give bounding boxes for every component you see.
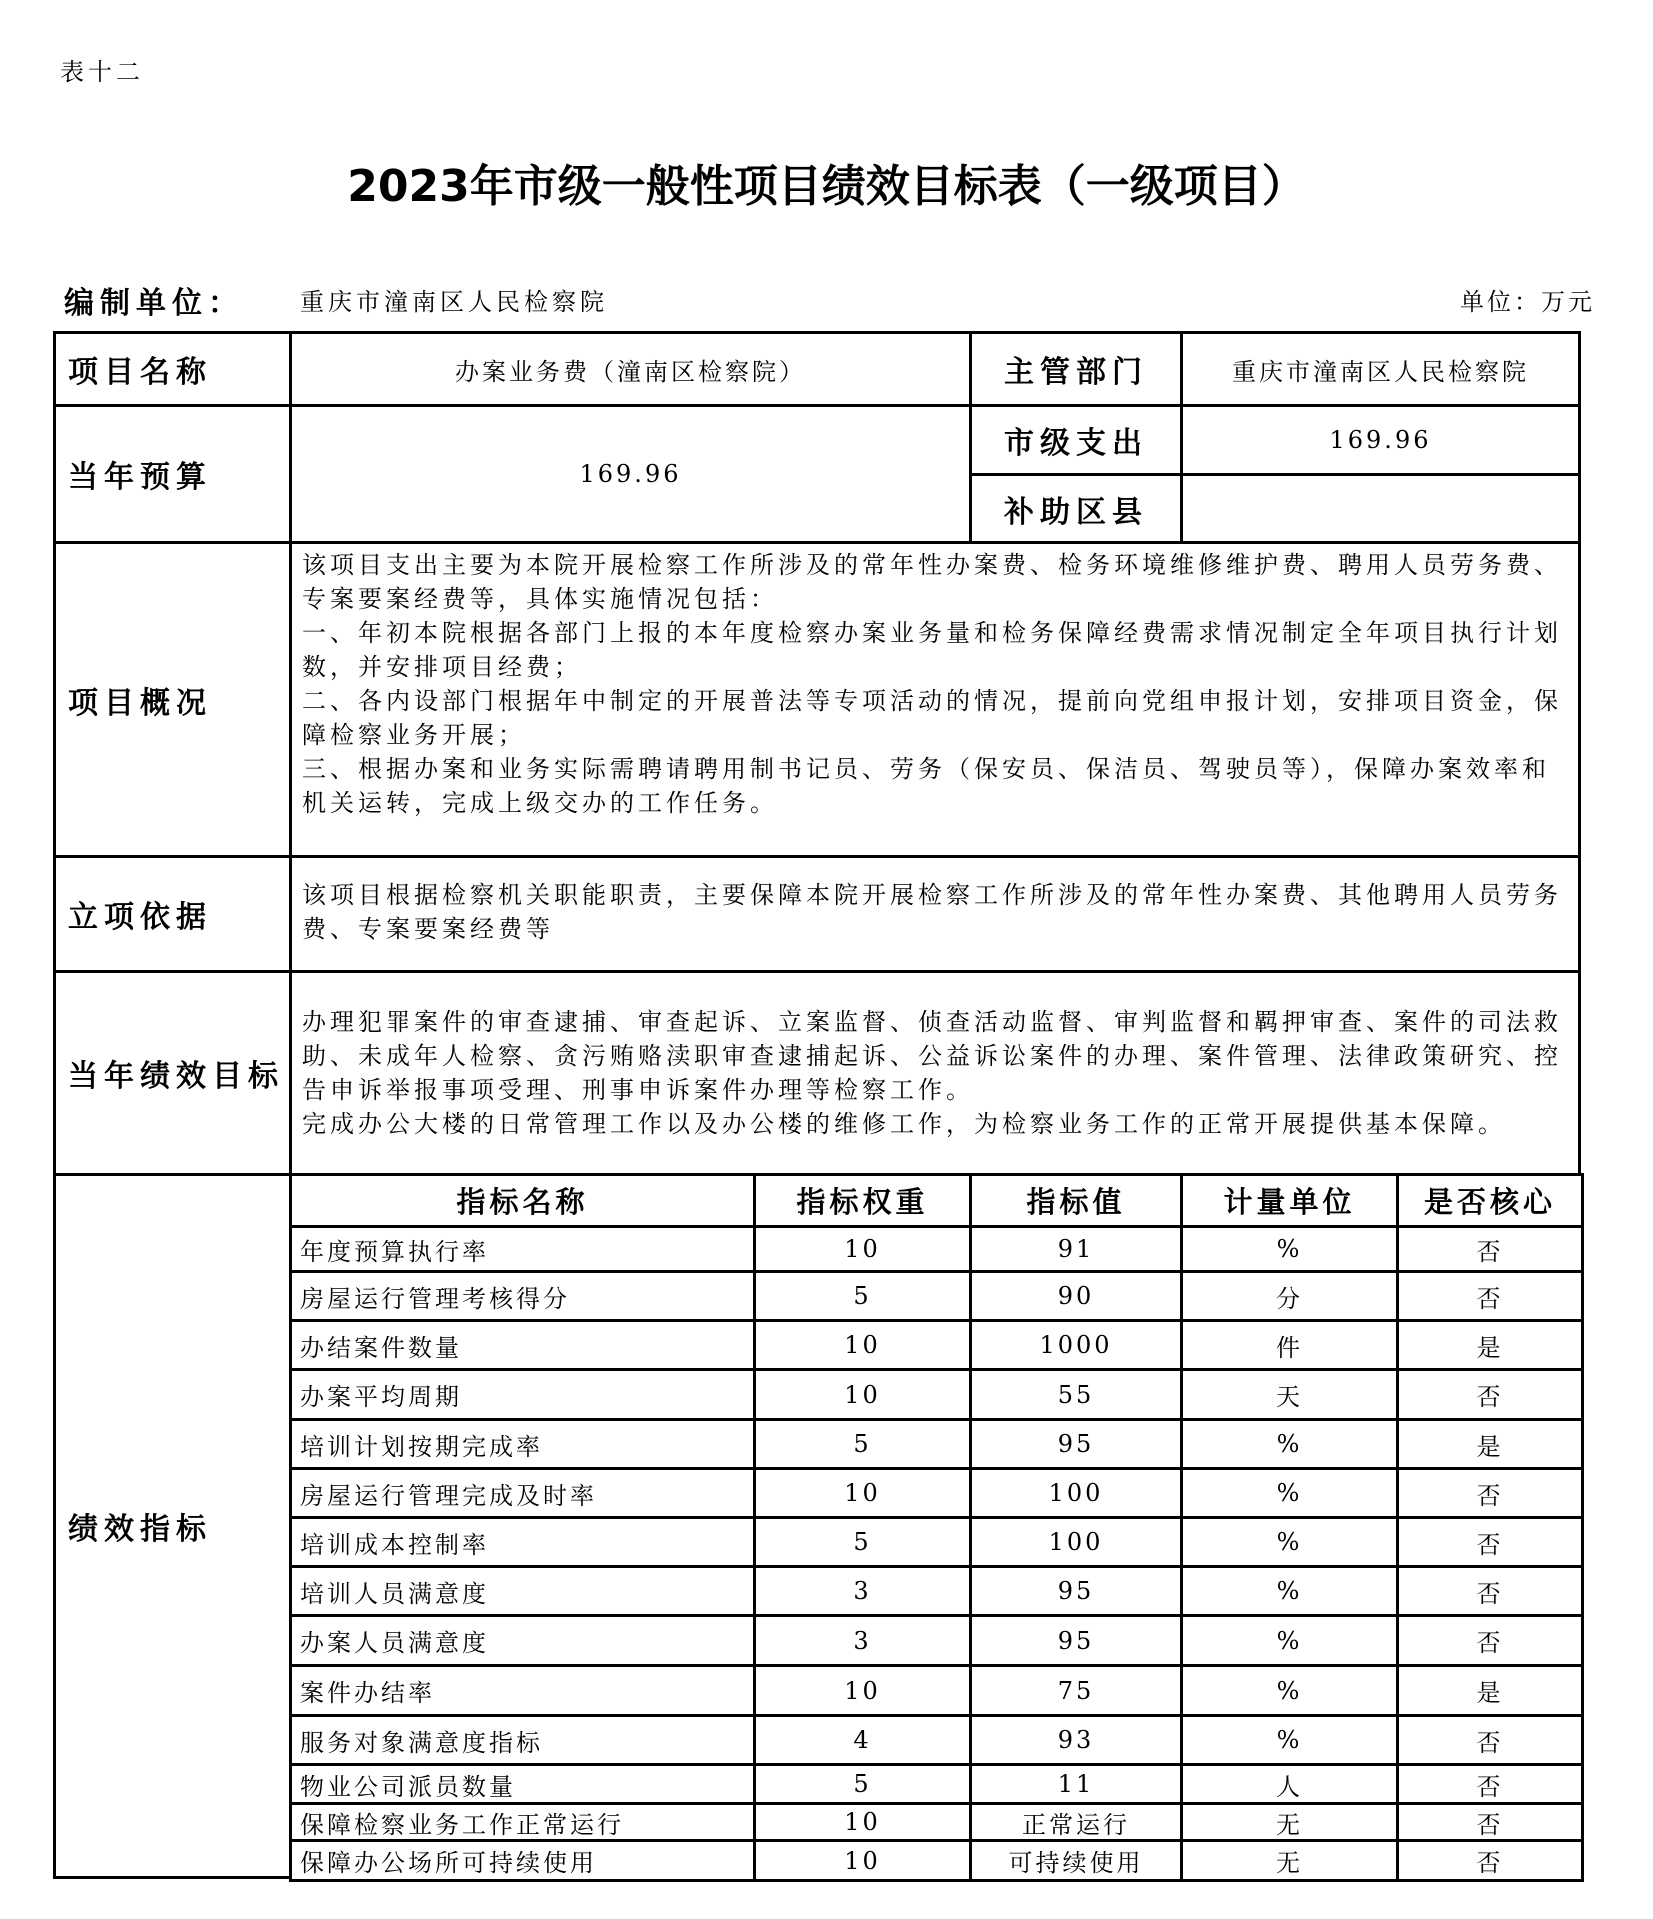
indicator-value: 95 [1057, 1577, 1095, 1605]
indicator-weight-cell [753, 1565, 972, 1617]
indicator-weight: 10 [844, 1479, 881, 1507]
indicator-name-cell [289, 1418, 756, 1470]
indicator-name-cell [289, 1714, 756, 1766]
indicator-name: 办案人员满意度 [300, 1629, 489, 1657]
indicator-name-cell [289, 1839, 756, 1882]
indicator-value-cell [969, 1664, 1183, 1717]
indicator-value-cell [969, 1763, 1183, 1805]
indicator-unit: % [1276, 1577, 1303, 1605]
overview-cell [289, 541, 1581, 858]
indicator-weight-cell [753, 1225, 972, 1273]
indicator-unit: % [1276, 1726, 1303, 1754]
project-name-label: 项目名称 [68, 355, 212, 390]
indicator-weight-cell [753, 1319, 972, 1371]
indicator-unit: 天 [1276, 1383, 1303, 1411]
budget-cell [289, 404, 972, 544]
indicator-value-cell [969, 1368, 1183, 1421]
indicator-unit-cell [1180, 1802, 1399, 1842]
indicator-core-cell [1396, 1614, 1584, 1667]
indicator-weight: 10 [844, 1676, 881, 1705]
basis-text: 该项目根据检察机关职能职责，主要保障本院开展检察工作所涉及的常年性办案费、其他聘用人员劳务费、专案要案经费等 [302, 881, 1562, 943]
goals-label-cell [53, 970, 292, 1176]
indicator-core: 否 [1476, 1481, 1504, 1510]
indicator-weight: 10 [844, 1846, 881, 1875]
indicator-unit-cell [1180, 1270, 1399, 1322]
city-spend-label: 市级支出 [1004, 426, 1148, 461]
indicator-weight-cell [753, 1664, 972, 1717]
indicator-weight-cell [753, 1802, 972, 1842]
indicator-name-cell [289, 1368, 756, 1421]
indicator-name-cell [289, 1565, 756, 1617]
indicator-unit-cell [1180, 1225, 1399, 1273]
indicator-core-cell [1396, 1664, 1584, 1717]
indicator-value: 100 [1048, 1528, 1104, 1556]
indicator-value: 75 [1057, 1676, 1095, 1705]
indicator-weight-cell [753, 1270, 972, 1322]
indicator-unit-cell [1180, 1614, 1399, 1667]
indicator-value-cell [969, 1225, 1183, 1273]
indicator-name: 年度预算执行率 [300, 1237, 489, 1266]
indicator-core: 是 [1476, 1333, 1504, 1362]
metrics-label-cell [53, 1173, 292, 1879]
indicator-core-cell [1396, 1714, 1584, 1766]
indicator-core-cell [1396, 1270, 1584, 1322]
indicator-core: 否 [1476, 1579, 1504, 1608]
indicator-core-cell [1396, 1418, 1584, 1470]
indicator-core-cell [1396, 1763, 1584, 1805]
indicator-weight: 5 [853, 1528, 872, 1556]
page-title: 2023年市级一般性项目绩效目标表（一级项目） [347, 161, 1306, 212]
indicator-name-cell [289, 1664, 756, 1717]
indicator-unit: % [1276, 1528, 1303, 1556]
indicator-core-cell [1396, 1368, 1584, 1421]
indicator-name: 办结案件数量 [300, 1333, 462, 1362]
column-header-indicator-value-cell [969, 1173, 1183, 1228]
indicator-name-cell [289, 1467, 756, 1519]
indicator-value-cell [969, 1614, 1183, 1667]
column-header-indicator-core-cell [1396, 1173, 1584, 1228]
budget-value: 169.96 [579, 460, 682, 488]
overview-line: 二、各内设部门根据年中制定的开展普法等专项活动的情况，提前向党组申报计划，安排项目资金，保障检察业务开展； [302, 687, 1562, 749]
indicator-value-cell [969, 1839, 1183, 1882]
dept-value: 重庆市潼南区人民检察院 [1232, 357, 1529, 386]
indicator-weight-cell [753, 1418, 972, 1470]
indicator-unit-cell [1180, 1763, 1399, 1805]
unit-label: 单位：万元 [1460, 288, 1595, 316]
overview-label: 项目概况 [68, 685, 212, 721]
indicator-unit-cell [1180, 1418, 1399, 1470]
indicator-core: 否 [1476, 1530, 1504, 1559]
city-spend-label-cell [969, 404, 1183, 476]
indicator-core-cell [1396, 1565, 1584, 1617]
indicator-value: 93 [1057, 1726, 1095, 1754]
indicator-weight-cell [753, 1467, 972, 1519]
indicator-value: 11 [1057, 1770, 1095, 1798]
indicator-weight: 10 [844, 1331, 881, 1359]
column-header-indicator-core: 是否核心 [1423, 1185, 1556, 1219]
indicator-core: 否 [1476, 1728, 1504, 1757]
indicator-unit: 件 [1276, 1333, 1303, 1362]
indicator-weight: 10 [844, 1808, 881, 1836]
indicator-core-cell [1396, 1516, 1584, 1568]
indicator-core: 是 [1476, 1679, 1504, 1707]
indicator-value-cell [969, 1802, 1183, 1842]
indicator-weight-cell [753, 1614, 972, 1667]
org-label: 编制单位： [64, 286, 244, 321]
indicator-core: 否 [1476, 1284, 1504, 1313]
indicator-core: 是 [1476, 1432, 1504, 1461]
indicator-unit: % [1276, 1626, 1303, 1655]
project-name-label-cell [53, 331, 292, 407]
indicator-unit-cell [1180, 1368, 1399, 1421]
indicator-unit: % [1276, 1479, 1303, 1507]
column-header-indicator-name: 指标名称 [456, 1185, 589, 1219]
indicator-core: 否 [1476, 1810, 1504, 1839]
indicator-name: 物业公司派员数量 [300, 1772, 516, 1801]
indicator-value: 100 [1048, 1479, 1104, 1507]
indicator-name: 房屋运行管理完成及时率 [300, 1481, 597, 1510]
indicator-unit: 无 [1276, 1849, 1303, 1877]
indicator-weight: 3 [853, 1626, 872, 1655]
indicator-name: 培训人员满意度 [300, 1579, 489, 1608]
org-value: 重庆市潼南区人民检察院 [300, 288, 608, 316]
indicator-unit: 人 [1276, 1772, 1303, 1801]
indicator-value: 55 [1057, 1380, 1095, 1409]
dept-cell [1180, 331, 1581, 407]
subsidy-label-cell [969, 473, 1183, 544]
overview-text [292, 548, 1578, 820]
indicator-name: 培训计划按期完成率 [300, 1432, 543, 1461]
indicator-core-cell [1396, 1839, 1584, 1882]
column-header-indicator-value: 指标值 [1026, 1185, 1126, 1219]
column-header-indicator-weight: 指标权重 [796, 1185, 929, 1219]
indicator-core-cell [1396, 1467, 1584, 1519]
indicator-weight: 10 [844, 1235, 881, 1263]
indicator-unit: % [1276, 1430, 1303, 1458]
indicator-unit: % [1276, 1235, 1303, 1263]
city-spend-value: 169.96 [1329, 426, 1432, 454]
indicator-unit: 无 [1276, 1810, 1303, 1839]
indicator-name-cell [289, 1225, 756, 1273]
indicator-weight-cell [753, 1714, 972, 1766]
indicator-unit-cell [1180, 1839, 1399, 1882]
city-spend-cell [1180, 404, 1581, 476]
overview-line: 一、年初本院根据各部门上报的本年度检察办案业务量和检务保障经费需求情况制定全年项目执行计划数，并安排项目经费； [302, 619, 1562, 681]
indicator-value-cell [969, 1270, 1183, 1322]
metrics-label: 绩效指标 [68, 1512, 212, 1547]
goals-line: 完成办公大楼的日常管理工作以及办公楼的维修工作，为检察业务工作的正常开展提供基本保障。 [302, 1110, 1506, 1138]
indicator-core-cell [1396, 1225, 1584, 1273]
indicator-name: 服务对象满意度指标 [300, 1728, 543, 1757]
indicator-value-cell [969, 1516, 1183, 1568]
indicator-core: 否 [1476, 1383, 1504, 1411]
table-number: 表十二 [60, 58, 144, 86]
overview-line: 该项目支出主要为本院开展检察工作所涉及的常年性办案费、检务环境维修维护费、聘用人员劳务费、专案要案经费等，具体实施情况包括： [302, 551, 1562, 613]
budget-label: 当年预算 [68, 460, 212, 495]
indicator-value: 95 [1057, 1626, 1095, 1655]
indicator-name: 房屋运行管理考核得分 [300, 1284, 570, 1313]
column-header-indicator-name-cell [289, 1173, 756, 1228]
column-header-indicator-weight-cell [753, 1173, 972, 1228]
overview-line: 三、根据办案和业务实际需聘请聘用制书记员、劳务（保安员、保洁员、驾驶员等），保障办案效率和机关运转，完成上级交办的工作任务。 [302, 755, 1550, 817]
indicator-core: 否 [1476, 1849, 1504, 1877]
indicator-name-cell [289, 1614, 756, 1667]
indicator-weight: 3 [853, 1577, 872, 1605]
indicator-core: 否 [1476, 1237, 1504, 1266]
indicator-unit-cell [1180, 1319, 1399, 1371]
indicator-name: 办案平均周期 [300, 1383, 462, 1411]
basis-label-cell [53, 855, 292, 973]
indicator-unit-cell [1180, 1664, 1399, 1717]
goals-cell [289, 970, 1581, 1176]
dept-label: 主管部门 [1004, 355, 1148, 390]
project-name-cell [289, 331, 972, 407]
indicator-value-cell [969, 1418, 1183, 1470]
indicator-name-cell [289, 1270, 756, 1322]
indicator-name-cell [289, 1516, 756, 1568]
indicator-weight-cell [753, 1516, 972, 1568]
indicator-value: 可持续使用 [1008, 1849, 1144, 1877]
indicator-name-cell [289, 1802, 756, 1842]
indicator-value: 正常运行 [1022, 1810, 1130, 1839]
indicator-weight: 5 [853, 1770, 872, 1798]
indicator-name-cell [289, 1319, 756, 1371]
indicator-core: 否 [1476, 1629, 1504, 1657]
budget-label-cell [53, 404, 292, 544]
indicator-unit: % [1276, 1676, 1303, 1705]
indicator-unit: 分 [1276, 1284, 1303, 1313]
indicator-unit-cell [1180, 1516, 1399, 1568]
indicator-value-cell [969, 1565, 1183, 1617]
indicator-name: 培训成本控制率 [300, 1530, 489, 1559]
indicator-unit-cell [1180, 1467, 1399, 1519]
indicator-value: 91 [1057, 1235, 1095, 1263]
indicator-core: 否 [1476, 1772, 1504, 1801]
indicator-value-cell [969, 1319, 1183, 1371]
column-header-indicator-unit: 计量单位 [1223, 1185, 1356, 1219]
basis-cell [289, 855, 1581, 973]
indicator-unit-cell [1180, 1565, 1399, 1617]
indicator-core-cell [1396, 1802, 1584, 1842]
dept-label-cell [969, 331, 1183, 407]
indicator-value-cell [969, 1467, 1183, 1519]
indicator-unit-cell [1180, 1714, 1399, 1766]
indicator-weight: 10 [844, 1380, 881, 1409]
column-header-indicator-unit-cell [1180, 1173, 1399, 1228]
indicator-name: 案件办结率 [300, 1679, 435, 1707]
project-name-value: 办案业务费（潼南区检察院） [455, 357, 806, 386]
indicator-value-cell [969, 1714, 1183, 1766]
indicator-weight: 5 [853, 1430, 872, 1458]
indicator-name-cell [289, 1763, 756, 1805]
indicator-core-cell [1396, 1319, 1584, 1371]
indicator-name: 保障办公场所可持续使用 [300, 1849, 597, 1877]
indicator-weight: 5 [853, 1282, 872, 1310]
indicator-weight-cell [753, 1368, 972, 1421]
indicator-name: 保障检察业务工作正常运行 [300, 1810, 624, 1839]
goals-text [292, 1005, 1578, 1141]
indicator-weight-cell [753, 1839, 972, 1882]
indicator-weight: 4 [853, 1726, 872, 1754]
overview-label-cell [53, 541, 292, 858]
subsidy-label: 补助区县 [1004, 494, 1148, 530]
goals-line: 办理犯罪案件的审查逮捕、审查起诉、立案监督、侦查活动监督、审判监督和羁押审查、案件的司法救助、未成年人检察、贪污贿赂渎职审查逮捕起诉、公益诉讼案件的办理、案件管理、法律政策研究、控告申诉举报事项受理、刑事申诉案件办理等检察工作。 [302, 1008, 1562, 1104]
subsidy-cell [1180, 473, 1581, 544]
goals-label: 当年绩效目标 [68, 1059, 284, 1094]
indicator-value: 95 [1057, 1430, 1095, 1458]
basis-label: 立项依据 [68, 900, 212, 935]
indicator-value: 90 [1057, 1282, 1095, 1310]
indicator-value: 1000 [1039, 1331, 1113, 1359]
indicator-weight-cell [753, 1763, 972, 1805]
